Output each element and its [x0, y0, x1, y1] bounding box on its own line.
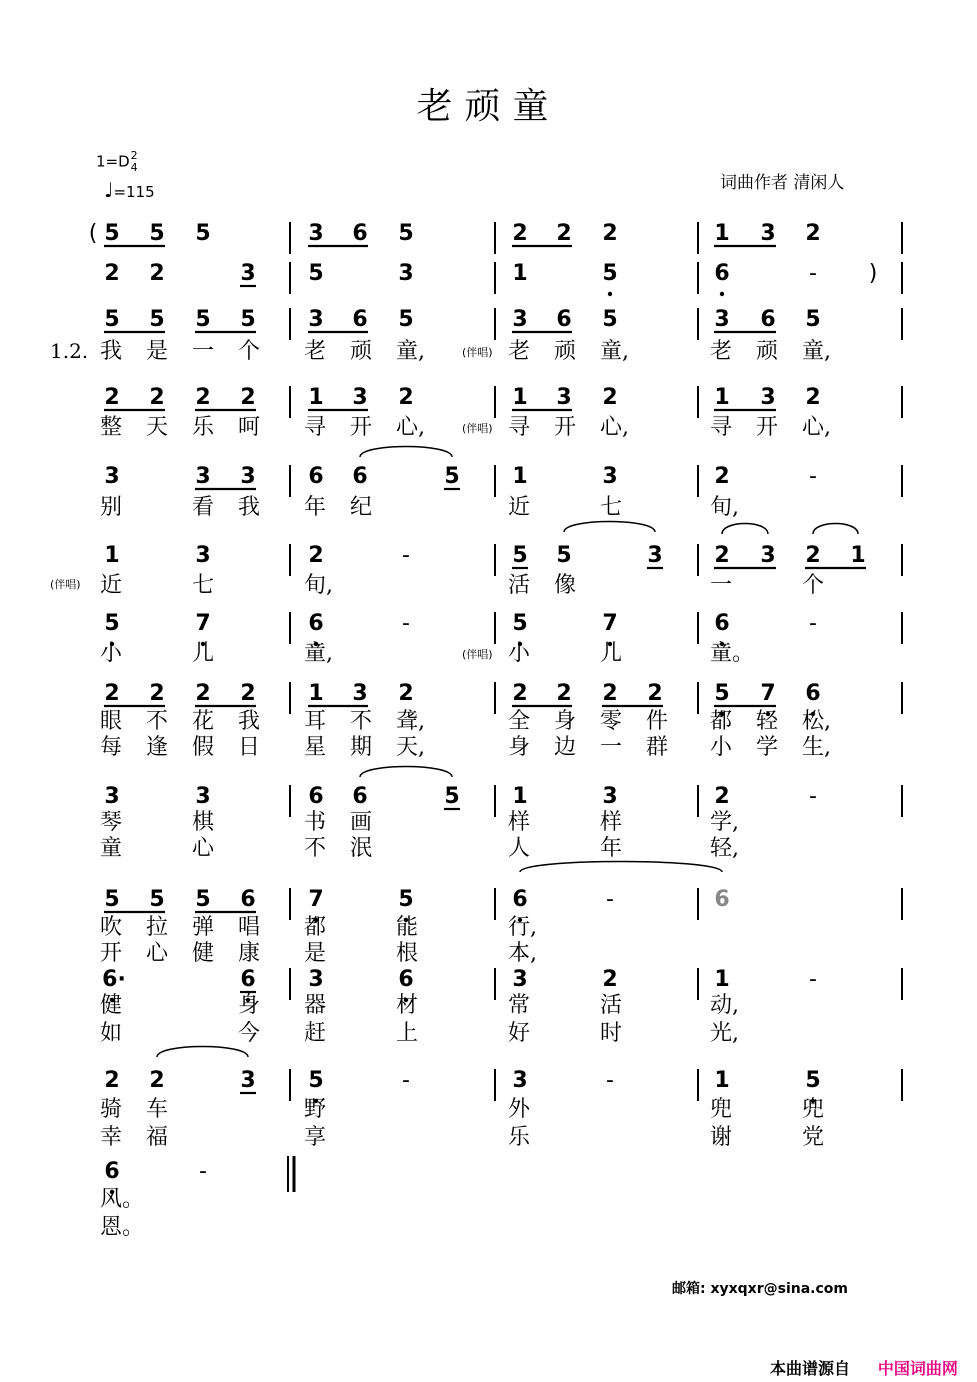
note: 6	[308, 784, 324, 809]
note: 6	[308, 464, 324, 489]
note: 3	[240, 1068, 256, 1093]
note: 6	[352, 221, 368, 246]
slur	[157, 1047, 248, 1058]
note: 3	[512, 967, 528, 992]
note: 2	[602, 681, 618, 706]
lyric-char: 样	[600, 810, 623, 835]
note: 2	[714, 543, 730, 568]
lyric-char: 小	[508, 641, 531, 666]
dash: -	[402, 1068, 410, 1093]
lyric-char: 身	[508, 735, 531, 760]
lyric-char: 寻	[304, 415, 327, 440]
lyric-char: 今	[238, 1021, 261, 1046]
slur	[564, 522, 655, 533]
lyric-char: 风。	[100, 1187, 145, 1212]
note: 6	[352, 464, 368, 489]
verse-number: 1.2.	[50, 339, 89, 363]
note: 6	[714, 261, 730, 286]
composer-credit: 词曲作者 清闲人	[720, 173, 845, 193]
lyric-char: 活	[508, 573, 531, 598]
note: 3	[240, 464, 256, 489]
lyric-char: 童。	[710, 641, 755, 666]
lyric-char: 七	[192, 573, 215, 598]
note: 2	[149, 1068, 165, 1093]
note: 3	[195, 543, 211, 568]
note: 5	[104, 887, 120, 912]
lyric-char: 乐	[508, 1125, 531, 1150]
lyric-char: 童,	[600, 339, 629, 364]
companion-mark: (伴唱)	[462, 648, 493, 661]
lyric-char: 本,	[508, 941, 537, 966]
lyric-char: 假	[192, 735, 215, 760]
open-paren: (	[88, 221, 98, 246]
source-footer	[770, 1356, 958, 1379]
lyric-char: 旬,	[710, 495, 739, 520]
note: 1	[714, 385, 730, 410]
time-bottom: 4	[130, 161, 138, 174]
note: 5	[104, 221, 120, 246]
lyric-char: 儿	[600, 641, 623, 666]
note: 2	[149, 681, 165, 706]
note: 5	[149, 221, 165, 246]
note: 6	[398, 967, 414, 992]
note: 3	[512, 1068, 528, 1093]
lyric-char: 乐	[192, 415, 215, 440]
lyric-char: 天,	[396, 735, 425, 760]
lyric-char: 车	[146, 1097, 169, 1122]
note: 6	[512, 887, 528, 912]
note: 3	[602, 464, 618, 489]
lyric-char: 谢	[710, 1125, 733, 1150]
note: 5	[805, 307, 821, 332]
lyric-char: 开	[756, 415, 779, 440]
dash: -	[809, 261, 817, 286]
lyric-char: 整	[100, 415, 123, 440]
lyric-char: 不	[146, 709, 169, 734]
lyric-char: 吹	[100, 915, 123, 940]
lyric-char: 琴	[100, 810, 123, 835]
lyric-char: 旬,	[304, 573, 333, 598]
dash: -	[402, 543, 410, 568]
lyric-char: 零	[600, 709, 623, 734]
lyric-char: 样	[508, 810, 531, 835]
note: 5	[149, 307, 165, 332]
note: 2	[512, 221, 528, 246]
footer-source-label: 本曲谱源自	[770, 1359, 851, 1378]
lyric-char: 纪	[350, 495, 373, 520]
note: 5	[195, 887, 211, 912]
note: 2	[805, 543, 821, 568]
lyric-char: 恩。	[100, 1215, 145, 1240]
note: 6	[352, 307, 368, 332]
note: 2	[104, 681, 120, 706]
note: 7	[308, 887, 324, 912]
lyric-char: 器	[304, 993, 327, 1018]
lyric-char: 学	[756, 735, 779, 760]
lyric-char: 我	[238, 495, 261, 520]
note: 2	[195, 681, 211, 706]
lyric-char: 如	[100, 1021, 123, 1046]
note: 5	[714, 681, 730, 706]
lyric-char: 耳	[304, 709, 327, 734]
note: 5	[398, 307, 414, 332]
note: 1	[714, 1068, 730, 1093]
note: 7	[195, 611, 211, 636]
note: 6	[240, 967, 256, 992]
lyric-char: 呵	[238, 415, 261, 440]
lyric-char: 心	[146, 941, 169, 966]
lyric-char: 拉	[146, 915, 169, 940]
note: 3	[104, 784, 120, 809]
lyric-char: 健	[100, 993, 123, 1018]
lyric-char: 边	[554, 735, 577, 760]
lyric-char: 小	[710, 735, 733, 760]
lyric-char: 开	[100, 941, 123, 966]
lyric-char: 幸	[100, 1125, 123, 1150]
note: 2	[149, 261, 165, 286]
key-text: 1=D	[96, 152, 130, 171]
note: 3	[647, 543, 663, 568]
note: 1	[512, 464, 528, 489]
lyric-char: 光,	[710, 1021, 739, 1046]
lyric-char: 是	[146, 339, 169, 364]
note: 3	[760, 221, 776, 246]
note: 2	[149, 385, 165, 410]
tempo-text: =115	[113, 183, 155, 201]
lyric-char: 顽	[756, 339, 779, 364]
note: 5	[149, 887, 165, 912]
note: 2	[714, 464, 730, 489]
note: 2	[805, 221, 821, 246]
lyric-char: 儿	[192, 641, 215, 666]
note: 3	[398, 261, 414, 286]
lyric-char: 身	[238, 993, 261, 1018]
note: 5	[556, 543, 572, 568]
lyric-char: 近	[100, 573, 123, 598]
note: 1	[308, 385, 324, 410]
lyric-char: 不	[350, 709, 373, 734]
note: 3	[714, 307, 730, 332]
note: 3	[104, 464, 120, 489]
note: 5	[444, 464, 460, 489]
note: 3	[195, 464, 211, 489]
slur	[360, 767, 452, 778]
lyric-char: 活	[600, 993, 623, 1018]
lyric-char: 心,	[396, 415, 425, 440]
note: 5	[398, 221, 414, 246]
lyric-char: 全	[508, 709, 531, 734]
lyric-char: 党	[802, 1125, 825, 1150]
note: 2	[240, 681, 256, 706]
lyric-char: 福	[146, 1125, 169, 1150]
lyric-char: 一	[710, 573, 733, 598]
note: 2	[714, 784, 730, 809]
lyric-char: 弹	[192, 915, 215, 940]
dash: -	[809, 464, 817, 489]
lyric-char: 顽	[554, 339, 577, 364]
low-octave-dot	[608, 292, 612, 296]
companion-mark: (伴唱)	[462, 346, 493, 359]
lyric-char: 一	[192, 339, 215, 364]
quarter-note-icon: ♩	[104, 178, 114, 202]
lyric-char: 心,	[600, 415, 629, 440]
note: 5	[512, 611, 528, 636]
lyric-char: 画	[350, 810, 373, 835]
lyric-char: 动,	[710, 993, 739, 1018]
lyric-char: 常	[508, 993, 531, 1018]
lyric-char: 小	[100, 641, 123, 666]
dash: -	[606, 887, 614, 912]
lyric-char: 老	[508, 339, 531, 364]
note: 5	[308, 1068, 324, 1093]
note: 3	[308, 221, 324, 246]
note: 6·	[102, 967, 126, 992]
song-title: 老顽童	[416, 86, 561, 127]
lyric-char: 学,	[710, 810, 739, 835]
note: 3	[352, 385, 368, 410]
note: 3	[195, 784, 211, 809]
note: 7	[602, 611, 618, 636]
lyric-char: 身	[554, 709, 577, 734]
note: 6	[308, 611, 324, 636]
lyric-char: 开	[554, 415, 577, 440]
lyric-char: 花	[192, 709, 215, 734]
note: 5	[195, 307, 211, 332]
lyric-char: 兜	[802, 1097, 825, 1122]
lyric-char: 好	[508, 1021, 531, 1046]
lyric-char: 书	[304, 810, 327, 835]
lyric-char: 开	[350, 415, 373, 440]
note: 3	[556, 385, 572, 410]
note: 5	[104, 307, 120, 332]
time-top: 2	[130, 149, 138, 162]
lyric-char: 老	[304, 339, 327, 364]
note: 1	[104, 543, 120, 568]
lyric-char: 童,	[396, 339, 425, 364]
lyric-char: 童,	[802, 339, 831, 364]
companion-mark: (伴唱)	[462, 422, 493, 435]
note: 3	[512, 307, 528, 332]
note: 2	[240, 385, 256, 410]
lyric-char: 七	[600, 495, 623, 520]
close-paren: )	[868, 261, 878, 286]
note: 5	[240, 307, 256, 332]
lyric-char: 唱	[238, 915, 261, 940]
note: 6	[556, 307, 572, 332]
note: 5	[398, 887, 414, 912]
lyric-char: 生,	[802, 735, 831, 760]
lyric-char: 轻	[756, 709, 779, 734]
slur	[360, 447, 452, 458]
lyric-char: 像	[554, 573, 577, 598]
lyric-char: 年	[304, 495, 327, 520]
lyric-char: 根	[396, 941, 419, 966]
lyric-char: 轻,	[710, 836, 739, 861]
lyric-char: 逢	[146, 735, 169, 760]
lyric-char: 享	[304, 1125, 327, 1150]
note: 2	[398, 681, 414, 706]
lyric-char: 天	[146, 415, 169, 440]
note: 3	[308, 307, 324, 332]
lyric-char: 都	[710, 709, 733, 734]
lyric-char: 年	[600, 836, 623, 861]
lyric-char: 看	[192, 495, 215, 520]
note: 2	[308, 543, 324, 568]
note: 3	[602, 784, 618, 809]
low-octave-dot	[720, 292, 724, 296]
lyric-char: 康	[238, 941, 261, 966]
note: 5	[104, 611, 120, 636]
note: 6	[104, 1159, 120, 1184]
note: 5	[602, 307, 618, 332]
note: 2	[556, 681, 572, 706]
note: 2	[602, 385, 618, 410]
lyric-char: 不	[304, 836, 327, 861]
lyric-char: 健	[192, 941, 215, 966]
note: 7	[760, 681, 776, 706]
note: 2	[398, 385, 414, 410]
lyric-char: 赶	[304, 1021, 327, 1046]
note: 1	[512, 261, 528, 286]
lyric-char: 个	[802, 573, 825, 598]
lyric-char: 别	[100, 495, 123, 520]
note: 2	[104, 261, 120, 286]
lyric-char: 心,	[802, 415, 831, 440]
lyric-char: 心	[192, 836, 215, 861]
lyric-char: 松,	[802, 709, 831, 734]
lyric-char: 老	[710, 339, 733, 364]
note: 2	[602, 967, 618, 992]
note: 3	[760, 385, 776, 410]
footer-site-name: 中国词曲网	[877, 1359, 958, 1378]
note: 3	[760, 543, 776, 568]
lyric-char: 聋,	[396, 709, 425, 734]
slur	[722, 524, 768, 535]
companion-mark: (伴唱)	[50, 578, 81, 591]
lyric-char: 泯	[350, 836, 373, 861]
note: 3	[352, 681, 368, 706]
lyric-char: 上	[396, 1021, 419, 1046]
note: 3	[240, 261, 256, 286]
note: 6	[760, 307, 776, 332]
note: 2	[512, 681, 528, 706]
lyric-char: 都	[304, 915, 327, 940]
lyric-char: 寻	[508, 415, 531, 440]
note: 2	[647, 681, 663, 706]
lyric-char: 骑	[100, 1097, 123, 1122]
note: 5	[195, 221, 211, 246]
dash: -	[809, 784, 817, 809]
email-address: 邮箱: xyxqxr@sina.com	[672, 1281, 848, 1297]
lyric-char: 期	[350, 735, 373, 760]
lyric-char: 群	[646, 735, 669, 760]
lyric-char: 顽	[350, 339, 373, 364]
note: 5	[308, 261, 324, 286]
dash: -	[199, 1159, 207, 1184]
lyric-char: 行,	[508, 915, 537, 940]
note: 2	[195, 385, 211, 410]
lyric-char: 个	[238, 339, 261, 364]
lyric-char: 星	[304, 735, 327, 760]
lyric-char: 日	[238, 735, 261, 760]
lyric-char: 童	[100, 836, 123, 861]
note: 1	[850, 543, 866, 568]
lyric-char: 兜	[710, 1097, 733, 1122]
note: 6	[805, 681, 821, 706]
lyric-char: 能	[396, 915, 419, 940]
note: 2	[805, 385, 821, 410]
dash: -	[809, 967, 817, 992]
tied-note-gray: 6	[714, 887, 730, 912]
note: 2	[556, 221, 572, 246]
note: 6	[240, 887, 256, 912]
note: 6	[714, 611, 730, 636]
note: 2	[104, 1068, 120, 1093]
note: 3	[308, 967, 324, 992]
lyric-char: 眼	[100, 709, 123, 734]
note: 5	[805, 1068, 821, 1093]
lyric-char: 每	[100, 735, 123, 760]
lyric-char: 我	[100, 339, 123, 364]
lyric-char: 野	[304, 1097, 327, 1122]
lyric-char: 我	[238, 709, 261, 734]
note: 2	[602, 221, 618, 246]
dash: -	[809, 611, 817, 636]
lyric-char: 外	[508, 1097, 531, 1122]
lyric-char: 是	[304, 941, 327, 966]
lyric-char: 童,	[304, 641, 333, 666]
note: 2	[104, 385, 120, 410]
slur	[520, 862, 722, 873]
note: 1	[512, 784, 528, 809]
note: 1	[308, 681, 324, 706]
note: 1	[512, 385, 528, 410]
lyric-char: 人	[508, 836, 531, 861]
dash: -	[402, 611, 410, 636]
lyric-char: 寻	[710, 415, 733, 440]
note: 1	[714, 967, 730, 992]
note: 1	[714, 221, 730, 246]
lyric-char: 一	[600, 735, 623, 760]
lyric-char: 棋	[192, 810, 215, 835]
lyric-char: 近	[508, 495, 531, 520]
lyric-char: 件	[646, 709, 669, 734]
dash: -	[606, 1068, 614, 1093]
note: 5	[444, 784, 460, 809]
note: 5	[512, 543, 528, 568]
note: 5	[602, 261, 618, 286]
lyric-char: 时	[600, 1021, 623, 1046]
note: 6	[352, 784, 368, 809]
slur	[813, 524, 858, 535]
lyric-char: 材	[396, 993, 419, 1018]
